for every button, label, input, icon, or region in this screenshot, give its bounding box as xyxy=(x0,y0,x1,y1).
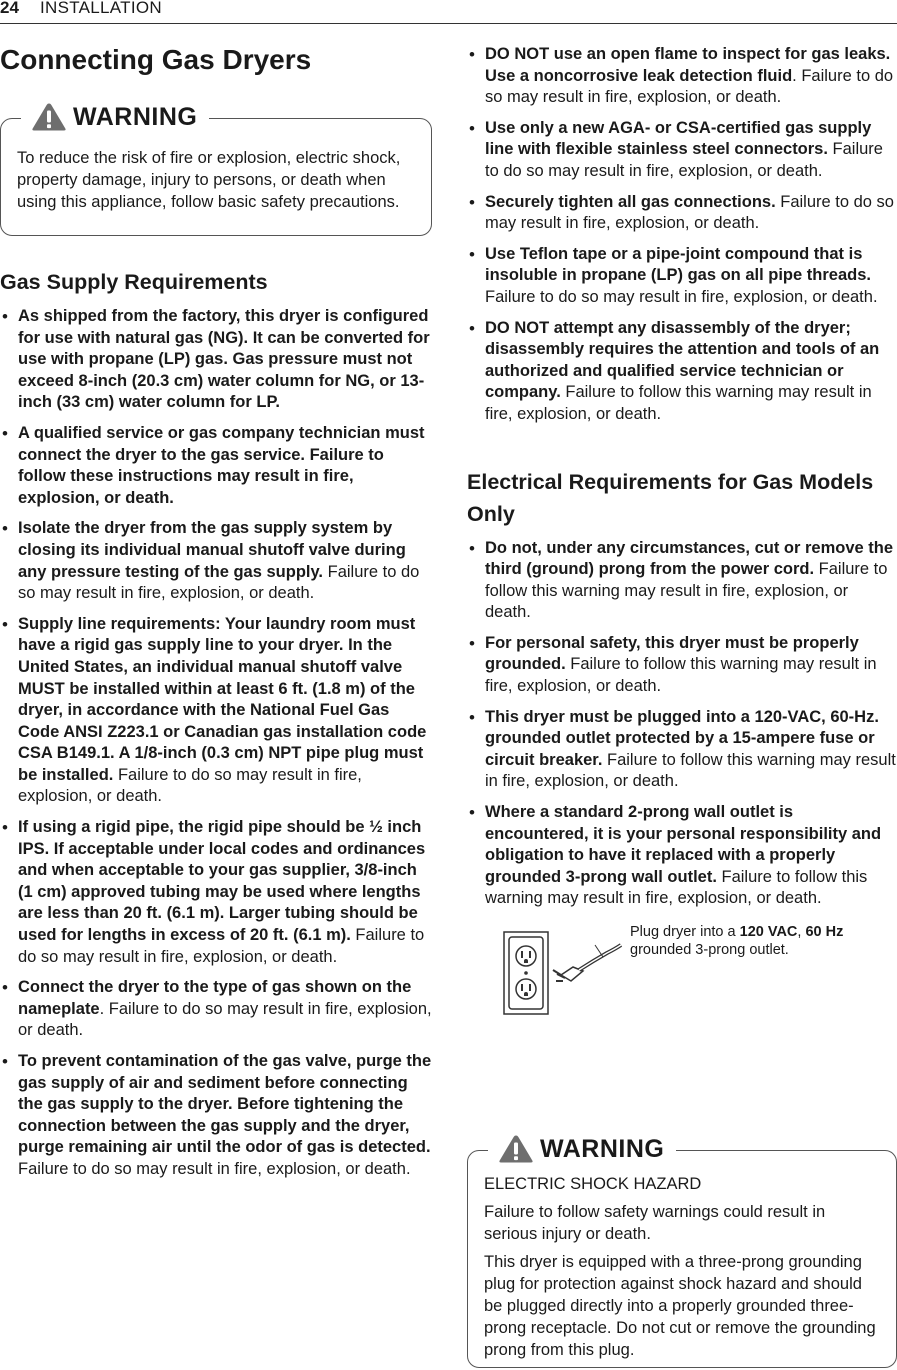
list-item: • Supply line requirements: Your laundry room must have a rigid gas supply line to your dryer. In the United States, an individual manual shutoff valve MUST be installed within at least 6 ft. (1.8 m) of the dryer, in accordance with the National Fuel Gas Code ANSI Z223.1 or Canadian gas installation code CSA B149.1. A 1/8-inch (0.3 cm) NPT pipe plug must be installed. Failure to do so may result in fire, explosion, or death. xyxy=(0,614,432,808)
warning-label: WARNING xyxy=(540,1135,665,1163)
gas-supply-list xyxy=(0,306,432,1181)
electrical-heading: Electrical Requirements for Gas Models Only xyxy=(467,469,874,526)
outlet-figure xyxy=(467,919,897,1029)
list-item: • DO NOT attempt any disassembly of the dryer; disassembly requires the attention and tools of an authorized and qualified service technician or company. Failure to follow this warning may result in fire, explosion, or death. xyxy=(467,318,897,426)
left-column xyxy=(0,40,432,1190)
warning-header xyxy=(488,1134,676,1164)
warning-label: WARNING xyxy=(73,103,198,131)
gas-safety-list xyxy=(467,44,897,426)
warning-text: To reduce the risk of fire or explosion, electric shock, property damage, injury to persons, or death when using this appliance, follow basic safety precautions. xyxy=(17,149,401,211)
page-number: 24 xyxy=(0,0,19,17)
shock-hazard-heading: ELECTRIC SHOCK HAZARD xyxy=(484,1175,702,1193)
list-item: • DO NOT use an open flame to inspect for gas leaks. Use a noncorrosive leak detection fluid. Failure to do so may result in fire, explosion, or death. xyxy=(467,44,897,109)
section-label: INSTALLATION xyxy=(40,0,162,17)
warning-triangle-icon xyxy=(498,1134,534,1164)
list-item: • To prevent contamination of the gas valve, purge the gas supply of air and sediment before connecting the gas supply to the dryer. Before tightening the connection between the gas supply and the dryer, purge remaining air until the odor of gas is detected. Failure to do so may result in fire, explosion, or death. xyxy=(0,1051,432,1181)
gas-supply-heading: Gas Supply Requirements xyxy=(0,270,268,294)
list-item: • Use only a new AGA- or CSA-certified gas supply line with flexible stainless steel connectors. Failure to do so may result in fire, explosion, or death. xyxy=(467,118,897,183)
right-column xyxy=(467,40,897,1359)
warning-triangle-icon xyxy=(31,102,67,132)
page-title: Connecting Gas Dryers xyxy=(0,44,312,75)
warning-box xyxy=(0,103,432,236)
list-item: • Connect the dryer to the type of gas shown on the nameplate. Failure to do so may result in fire, explosion, or death. xyxy=(0,977,432,1042)
warning-header xyxy=(21,102,209,132)
list-item: • A qualified service or gas company technician must connect the dryer to the gas service. Failure to follow these instructions may result in fire, explosion, or death. xyxy=(0,423,432,509)
list-item: • For personal safety, this dryer must be properly grounded. Failure to follow this warning may result in fire, explosion, or death. xyxy=(467,633,897,698)
list-item: • Do not, under any circumstances, cut or remove the third (ground) prong from the power cord. Failure to follow this warning may result in fire, explosion, or death. xyxy=(467,538,897,624)
list-item: • As shipped from the factory, this dryer is configured for use with natural gas (NG). It can be converted for use with propane (LP) gas. Gas pressure must not exceed 8-inch (20.3 cm) water column for NG, or 13-inch (33 cm) water column for LP. xyxy=(0,306,432,414)
page-header xyxy=(0,0,897,24)
list-item: • Where a standard 2-prong wall outlet is encountered, it is your personal responsibility and obligation to have it replaced with a properly grounded 3-prong wall outlet. Failure to follow this warning may result in fire, explosion, or death. xyxy=(467,802,897,910)
electrical-list xyxy=(467,538,897,911)
shock-warning-text: Failure to follow safety warnings could result in serious injury or death. xyxy=(484,1203,826,1243)
list-item: • Isolate the dryer from the gas supply system by closing its individual manual shutoff valve during any pressure testing of the gas supply. Failure to do so may result in fire, explosion, or death. xyxy=(0,518,432,604)
outlet-plug-illustration-icon xyxy=(503,931,623,1021)
outlet-caption: Plug dryer into a 120 VAC, 60 Hz grounded 3-prong outlet. xyxy=(630,924,844,958)
shock-warning-text: This dryer is equipped with a three-prong grounding plug for protection against shock hazard and should be plugged directly into a properly grounded three-prong receptacle. Do not cut or remove the grounding prong from this plug. xyxy=(484,1253,876,1359)
list-item: • If using a rigid pipe, the rigid pipe should be ½ inch IPS. If acceptable under local codes and ordinances and when acceptable to your gas supplier, 3/8-inch (1 cm) approved tubing may be used where lengths are less than 20 ft. (6.1 m). Larger tubing should be used for lengths in excess of 20 ft. (6.1 m). Failure to do so may result in fire, explosion, or death. xyxy=(0,817,432,968)
list-item: • This dryer must be plugged into a 120-VAC, 60-Hz. grounded outlet protected by a 15-ampere fuse or circuit breaker. Failure to follow this warning may result in fire, explosion, or death. xyxy=(467,707,897,793)
list-item: • Use Teflon tape or a pipe-joint compound that is insoluble in propane (LP) gas on all pipe threads. Failure to do so may result in fire, explosion, or death. xyxy=(467,244,897,309)
list-item: • Securely tighten all gas connections. Failure to do so may result in fire, explosion, or death. xyxy=(467,192,897,235)
shock-warning-box xyxy=(467,1135,897,1368)
